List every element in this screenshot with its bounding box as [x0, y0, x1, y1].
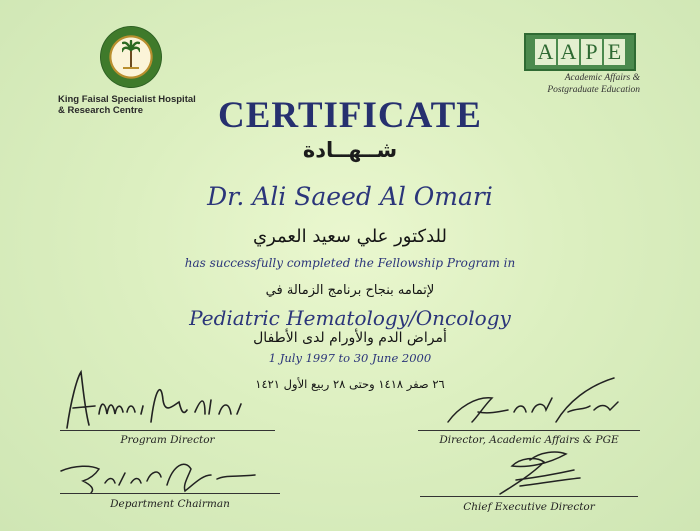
aape-letter: A	[558, 39, 579, 65]
signature-line	[418, 430, 640, 431]
handwritten-signature-icon	[55, 455, 280, 495]
department-chairman-signature	[55, 455, 280, 515]
hospital-logo-icon	[100, 26, 162, 88]
certificate-title: CERTIFICATE	[218, 95, 482, 136]
director-academic-signature	[418, 372, 640, 447]
aape-letter: P	[581, 39, 602, 65]
completion-statement: has successfully completed the Fellowship Program in	[184, 256, 516, 270]
director-academic-label: Director, Academic Affairs & PGE	[439, 434, 619, 446]
completion-statement-arabic: لإتمامه بنجاح برنامج الزمالة في	[265, 283, 435, 298]
aape-letter: A	[535, 39, 556, 65]
chief-executive-signature	[420, 440, 638, 520]
program-name: Pediatric Hematology/Oncology	[189, 306, 511, 330]
aape-subtitle: Academic Affairs & Postgraduate Education	[547, 73, 640, 95]
aape-letter: E	[604, 39, 625, 65]
hospital-name: King Faisal Specialist Hospital & Research Centre	[58, 94, 196, 116]
signature-line	[60, 493, 280, 494]
program-dates: 1 July 1997 to 30 June 2000	[268, 351, 432, 365]
handwritten-signature-icon	[55, 370, 275, 430]
palm-tree-icon	[122, 40, 140, 70]
program-name-arabic: أمراض الدم والأورام لدى الأطفال	[253, 330, 447, 346]
program-director-signature	[55, 370, 275, 445]
certificate-title-arabic: شــهــادة	[302, 138, 398, 162]
department-chairman-label: Department Chairman	[110, 498, 230, 510]
program-director-label: Program Director	[120, 434, 215, 446]
aape-logo	[524, 33, 636, 71]
handwritten-signature-icon	[418, 372, 640, 432]
signature-line	[420, 496, 638, 497]
program-dates-arabic: ٢٦ صفر ١٤١٨ وحتى ٢٨ ربيع الأول ١٤٢١	[255, 377, 445, 391]
chief-executive-label: Chief Executive Director	[463, 501, 595, 513]
recipient-name-arabic: للدكتور علي سعيد العمري	[253, 226, 447, 247]
signature-line	[60, 430, 275, 431]
recipient-name: Dr. Ali Saeed Al Omari	[207, 182, 493, 211]
handwritten-signature-icon	[420, 440, 638, 498]
